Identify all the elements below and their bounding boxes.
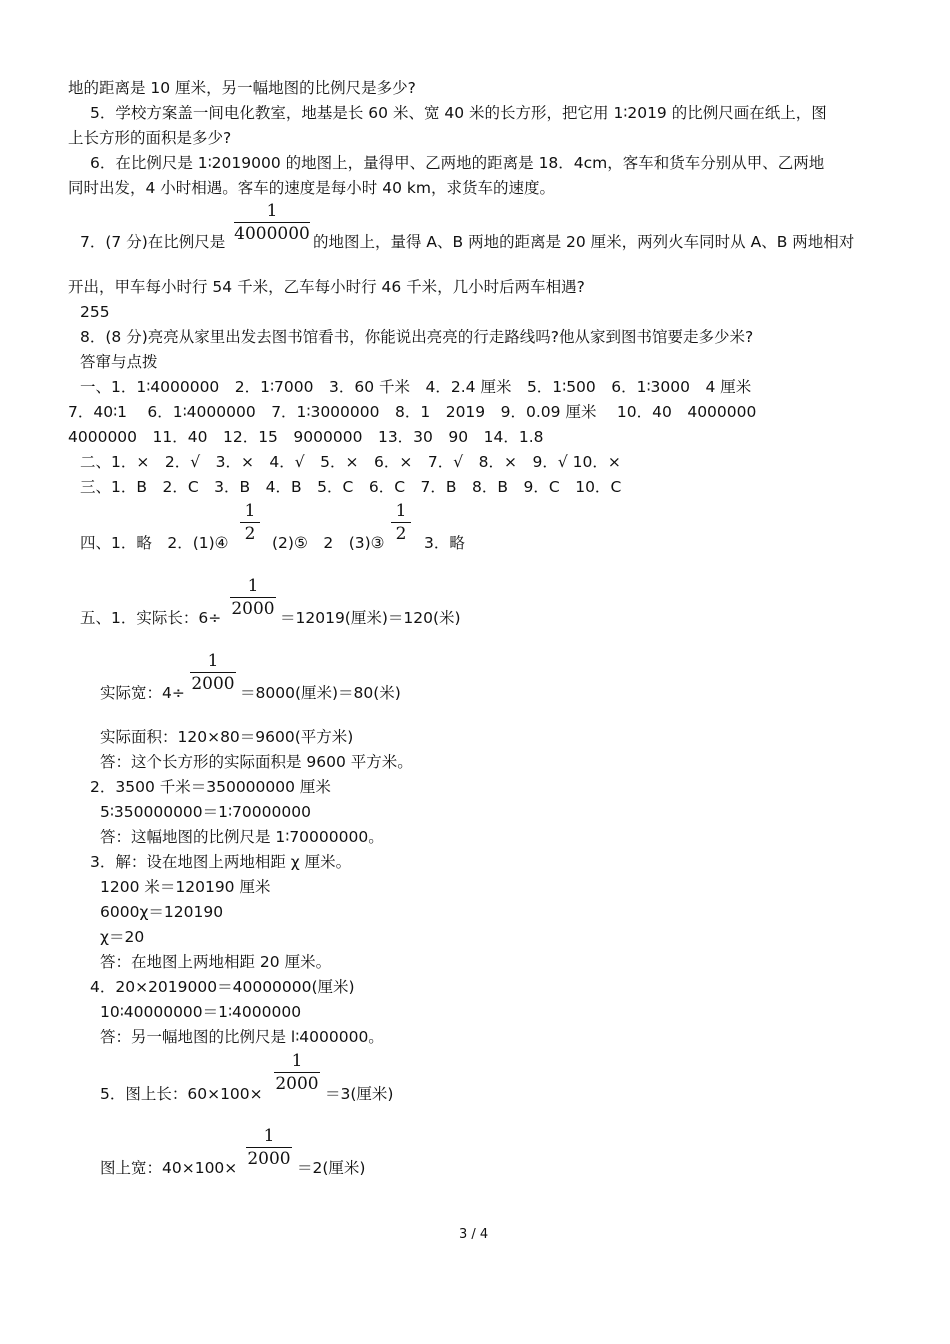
problem-8: 8．(8 分)亮亮从家里出发去图书馆看书，你能说出亮亮的行走路线吗?他从家到图书馆要走多少米? — [80, 328, 754, 346]
answers-section-3: 三、1．B 2．C 3．B 4．B 5．C 6．C 7．B 8．B 9．C 10．C — [80, 478, 622, 496]
answer-5-2-line-1: 2．3500 千米＝350000000 厘米 — [90, 778, 331, 796]
answer-5-4-conclusion: 答：另一幅地图的比例尺是 l∶4000000。 — [100, 1028, 384, 1046]
fraction-denominator: 4000000 — [234, 224, 310, 244]
answer-5-5-length-fraction — [274, 1050, 320, 1095]
answers-section-4-fraction-1 — [240, 500, 260, 545]
answers-heading: 答窜与点拨 — [80, 353, 158, 371]
answer-5-1-width-suffix: ＝8000(厘米)＝80(米) — [240, 684, 401, 702]
answers-section-4-part-2: (2)⑤ 2 (3)③ — [272, 534, 385, 552]
problem-7-suffix: 的地图上，量得 A、B 两地的距离是 20 厘米，两列火车同时从 A、B 两地相对 — [313, 233, 855, 251]
problem-7-prefix: 7．(7 分)在比例尺是 — [80, 233, 226, 251]
problem-6-line-1: 6．在比例尺是 1∶2019000 的地图上，量得甲、乙两地的距离是 18．4cm，客车和货车分别从甲、乙两地 — [90, 154, 825, 172]
fraction-numerator: 1 — [391, 500, 411, 523]
answer-5-5-width-fraction — [246, 1125, 292, 1170]
problem-5-line-1: 5．学校方案盖一间电化教室，地基是长 60 米、宽 40 米的长方形，把它用 1∶2019 的比例尺画在纸上，图 — [90, 104, 827, 122]
fraction-numerator: 1 — [230, 575, 276, 598]
answer-5-4-line-1: 4．20×2019000＝40000000(厘米) — [90, 978, 355, 996]
fraction-numerator: 1 — [246, 1125, 292, 1148]
answer-5-2-line-2: 5∶350000000＝1∶70000000 — [100, 803, 311, 821]
page-number: 3 / 4 — [459, 1227, 489, 1242]
answers-section-4-fraction-2 — [391, 500, 411, 545]
fraction-numerator: 1 — [234, 200, 310, 223]
fraction-numerator: 1 — [190, 650, 236, 673]
fraction-denominator: 2000 — [275, 1074, 319, 1094]
problem-5-line-2: 上长方形的面积是多少? — [68, 129, 232, 147]
problem-7-fraction — [234, 200, 310, 245]
answer-5-1-width-prefix: 实际宽：4÷ — [100, 684, 185, 702]
answer-5-1-length-suffix: ＝12019(厘米)＝120(米) — [280, 609, 461, 627]
answer-5-5-length-prefix: 5．图上长：60×100× — [100, 1085, 263, 1103]
answer-5-1-width-fraction — [190, 650, 236, 695]
fraction-denominator: 2 — [395, 524, 407, 544]
answer-5-5-length-suffix: ＝3(厘米) — [325, 1085, 394, 1103]
answer-5-1-length-fraction — [230, 575, 276, 620]
stray-number: 255 — [80, 303, 110, 321]
problem-6-line-2: 同时出发，4 小时相遇。客车的速度是每小时 40 km，求货车的速度。 — [68, 179, 555, 197]
answer-5-3-line-4: χ＝20 — [100, 928, 145, 946]
fraction-denominator: 2000 — [231, 599, 275, 619]
answers-section-1-line-3: 4000000 11．40 12．15 9000000 13．30 90 14．1.8 — [68, 428, 544, 446]
answers-section-1-line-1: 一、1．1∶4000000 2．1∶7000 3．60 千米 4．2.4 厘米 5．1∶500 6．1∶3000 4 厘米 — [80, 378, 752, 396]
answer-5-2-conclusion: 答：这幅地图的比例尺是 1∶70000000。 — [100, 828, 384, 846]
answer-5-3-line-3: 6000χ＝120190 — [100, 903, 224, 921]
fraction-denominator: 2000 — [191, 674, 235, 694]
answers-section-4-part-3: 3．略 — [424, 534, 465, 552]
answers-section-2: 二、1．× 2．√ 3．× 4．√ 5．× 6．× 7．√ 8．× 9．√ 10．× — [80, 453, 621, 471]
answer-5-1-length-prefix: 五、1．实际长：6÷ — [80, 609, 222, 627]
answer-5-3-conclusion: 答：在地图上两地相距 20 厘米。 — [100, 953, 332, 971]
problem-4-continuation: 地的距离是 10 厘米，另一幅地图的比例尺是多少? — [68, 79, 416, 97]
answer-5-5-width-suffix: ＝2(厘米) — [297, 1159, 366, 1177]
fraction-denominator: 2 — [244, 524, 256, 544]
answers-section-4-part-1: 四、1．略 2．(1)④ — [80, 534, 229, 552]
answer-5-1-area: 实际面积：120×80＝9600(平方米) — [100, 728, 354, 746]
answer-5-5-width-prefix: 图上宽：40×100× — [100, 1159, 238, 1177]
answer-5-3-line-1: 3．解：设在地图上两地相距 χ 厘米。 — [90, 853, 352, 871]
answer-5-1-conclusion: 答：这个长方形的实际面积是 9600 平方米。 — [100, 753, 413, 771]
answer-5-3-line-2: 1200 米＝120190 厘米 — [100, 878, 271, 896]
fraction-numerator: 1 — [274, 1050, 320, 1073]
problem-7-line-2: 开出，甲车每小时行 54 千米，乙车每小时行 46 千米，几小时后两车相遇? — [68, 278, 585, 296]
answers-section-1-line-2: 7．40∶1 6．1∶4000000 7．1∶3000000 8．1 2019 9．0.09 厘米 10．40 4000000 — [68, 403, 757, 421]
fraction-denominator: 2000 — [247, 1149, 291, 1169]
fraction-numerator: 1 — [240, 500, 260, 523]
answer-5-4-line-2: 10∶40000000＝1∶4000000 — [100, 1003, 302, 1021]
